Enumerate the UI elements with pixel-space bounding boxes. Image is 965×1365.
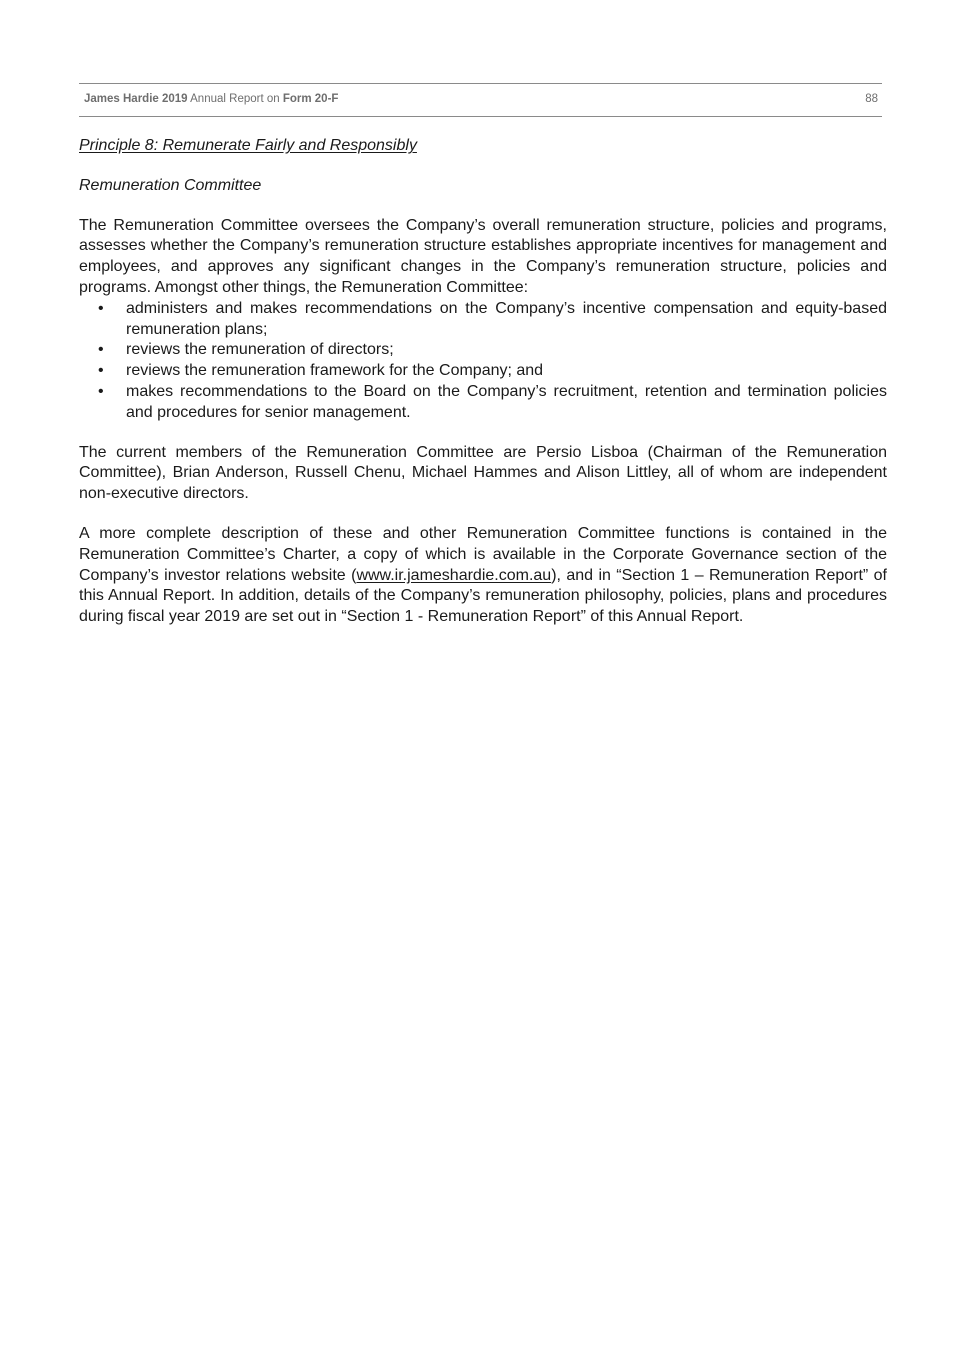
page-content	[79, 136, 887, 647]
list-item-text: reviews the remuneration framework for the Company; and	[126, 362, 544, 380]
principle-title: Principle 8: Remunerate Fairly and Responsibly	[79, 137, 417, 154]
list-item	[79, 361, 887, 382]
list-item	[79, 340, 887, 361]
running-header	[84, 93, 878, 105]
responsibilities-list	[79, 299, 887, 424]
description-text-before: A more complete description of these and other Remuneration Committee functions is contained in the Remuneration Committee’s Charter, a copy of which is available in the Corporate Governance section of the Company’s investor relations website (	[79, 524, 887, 584]
list-item	[79, 382, 887, 424]
description-text-after: ), and in “Section 1 – Remuneration Report” of this Annual Report. In addition, details of the Company’s remuneration philosophy, policies, plans and procedures during fiscal year 2019 are set out in “Section 1 - Remuneration Report” of this Annual Report.	[79, 566, 888, 626]
header-form: Form 20-F	[282, 93, 339, 105]
intro-paragraph: The Remuneration Committee oversees the Company’s overall remuneration structure, policies and programs, assesses whether the Company’s remuneration structure establishes appropriate incentives for management and employees, and approves any significant changes in the Company’s remuneration structure, policies and programs. Amongst other things, the Remuneration Committee:	[79, 216, 887, 296]
header-top-rule	[79, 83, 882, 84]
list-item-text: reviews the remuneration of directors;	[126, 341, 394, 359]
bullet-icon: •	[98, 362, 104, 380]
list-item	[79, 299, 887, 341]
bullet-icon: •	[98, 382, 104, 400]
bullet-icon: •	[98, 299, 104, 317]
members-paragraph: The current members of the Remuneration Committee are Persio Lisboa (Chairman of the Remuneration Committee), Brian Anderson, Russell Chenu, Michael Hammes and Alison Littley, all of whom are independent non-executive directors.	[79, 443, 887, 503]
bullet-icon: •	[98, 341, 104, 359]
page-number: 88	[865, 93, 878, 105]
investor-website-link[interactable]: www.ir.jameshardie.com.au	[356, 566, 552, 584]
header-company: James Hardie 2019	[84, 93, 188, 105]
section-subheading: Remuneration Committee	[79, 176, 262, 194]
description-paragraph	[79, 524, 887, 628]
list-item-text: makes recommendations to the Board on the Company’s recruitment, retention and termination policies and procedures for senior management.	[126, 382, 887, 421]
header-bottom-rule	[79, 116, 882, 117]
header-report: Annual Report on	[187, 93, 283, 105]
list-item-text: administers and makes recommendations on the Company’s incentive compensation and equity-based remuneration plans;	[126, 299, 887, 338]
